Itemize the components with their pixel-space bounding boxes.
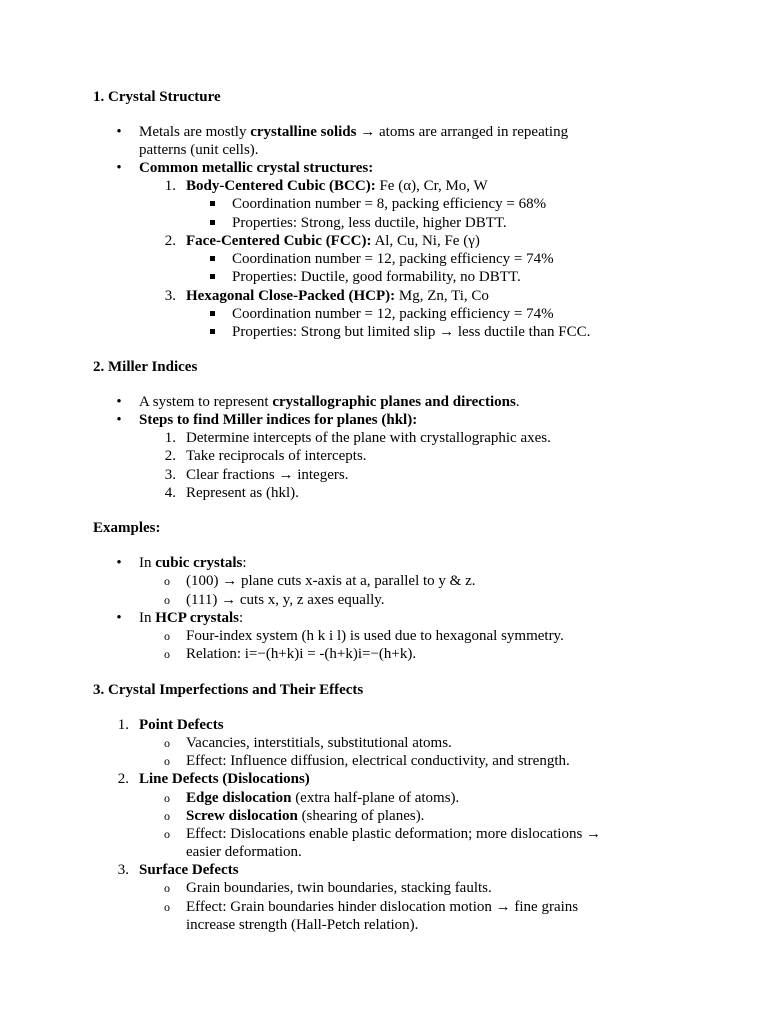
bullet-square: [205, 268, 219, 286]
surface-defects-title: Surface Defects: [139, 862, 239, 878]
structure-bcc: Body-Centered Cubic (BCC): Fe (α), Cr, Mo, W: [186, 178, 488, 194]
bullet-circle: o: [164, 629, 170, 643]
point-sub-1: Vacancies, interstitials, substitutional atoms.: [186, 735, 452, 751]
step-3: Clear fractions → integers.: [186, 467, 349, 483]
fcc-sub-2: Properties: Ductile, good formability, no DBTT.: [232, 269, 521, 285]
cubic-example-1: (100) → plane cuts x-axis at a, parallel to y & z.: [186, 573, 476, 589]
bullet-circle: o: [164, 574, 170, 588]
hcp-sub-2: Properties: Strong but limited slip → less ductile than FCC.: [232, 324, 591, 340]
bullet-disc: •: [116, 610, 122, 626]
bullet-disc: •: [116, 555, 122, 571]
bcc-sub-1: Coordination number = 8, packing efficiency = 68%: [232, 196, 547, 212]
s2-bullet-2: Steps to find Miller indices for planes (hkl):: [139, 412, 418, 428]
bullet-square: [205, 323, 219, 341]
s1-bullet-2: Common metallic crystal structures:: [139, 160, 374, 176]
section-2-heading: 2. Miller Indices: [93, 359, 198, 375]
bullet-circle: o: [164, 881, 170, 895]
list-number: 2.: [117, 771, 129, 787]
hcp-sub-1: Coordination number = 12, packing efficiency = 74%: [232, 306, 554, 322]
list-number: 2.: [164, 448, 176, 464]
list-number: 3.: [117, 862, 129, 878]
step-4: Represent as (hkl).: [186, 485, 299, 501]
bullet-square: [205, 214, 219, 232]
step-1: Determine intercepts of the plane with crystallographic axes.: [186, 430, 551, 446]
bullet-square: [205, 195, 219, 213]
bullet-circle: o: [164, 593, 170, 607]
examples-heading: Examples:: [93, 520, 161, 536]
list-number: 3.: [164, 288, 176, 304]
bullet-circle: o: [164, 809, 170, 823]
point-sub-2: Effect: Influence diffusion, electrical conductivity, and strength.: [186, 753, 570, 769]
bullet-circle: o: [164, 791, 170, 805]
edge-dislocation: Edge dislocation (extra half-plane of atoms).: [186, 790, 460, 806]
bullet-disc: •: [116, 160, 122, 176]
fcc-sub-1: Coordination number = 12, packing efficiency = 74%: [232, 251, 554, 267]
section-1-heading: 1. Crystal Structure: [93, 89, 221, 105]
screw-dislocation: Screw dislocation (shearing of planes).: [186, 808, 425, 824]
structure-hcp: Hexagonal Close-Packed (HCP): Mg, Zn, Ti, Co: [186, 288, 489, 304]
s1-bullet-1-cont: patterns (unit cells).: [139, 142, 259, 158]
bullet-disc: •: [116, 124, 122, 140]
bullet-circle: o: [164, 647, 170, 661]
hcp-example-2: Relation: i=−(h+k)i = -(h+k)i=−(h+k).: [186, 646, 417, 662]
hcp-example-1: Four-index system (h k i l) is used due to hexagonal symmetry.: [186, 628, 564, 644]
examples-hcp: In HCP crystals:: [139, 610, 244, 626]
bullet-circle: o: [164, 736, 170, 750]
line-defects-title: Line Defects (Dislocations): [139, 771, 310, 787]
bullet-disc: •: [116, 412, 122, 428]
point-defects-title: Point Defects: [139, 717, 224, 733]
bullet-disc: •: [116, 394, 122, 410]
cubic-example-2: (111) → cuts x, y, z axes equally.: [186, 592, 385, 608]
list-number: 4.: [164, 485, 176, 501]
surface-sub-1: Grain boundaries, twin boundaries, stacking faults.: [186, 880, 492, 896]
bullet-circle: o: [164, 754, 170, 768]
step-2: Take reciprocals of intercepts.: [186, 448, 367, 464]
section-3-heading: 3. Crystal Imperfections and Their Effects: [93, 682, 364, 698]
bullet-circle: o: [164, 900, 170, 914]
list-number: 1.: [164, 430, 176, 446]
list-number: 3.: [164, 467, 176, 483]
bullet-square: [205, 250, 219, 268]
line-effect-cont: easier deformation.: [186, 844, 302, 860]
bullet-circle: o: [164, 827, 170, 841]
surface-effect-cont: increase strength (Hall-Petch relation).: [186, 917, 419, 933]
line-effect: Effect: Dislocations enable plastic deformation; more dislocations →: [186, 826, 602, 842]
list-number: 1.: [164, 178, 176, 194]
list-number: 2.: [164, 233, 176, 249]
examples-cubic: In cubic crystals:: [139, 555, 247, 571]
structure-fcc: Face-Centered Cubic (FCC): Al, Cu, Ni, Fe (γ): [186, 233, 480, 249]
bcc-sub-2: Properties: Strong, less ductile, higher DBTT.: [232, 215, 507, 231]
s1-bullet-1: Metals are mostly crystalline solids → atoms are arranged in repeating: [139, 124, 569, 140]
s2-bullet-1: A system to represent crystallographic planes and directions.: [139, 394, 520, 410]
surface-effect: Effect: Grain boundaries hinder dislocation motion → fine grains: [186, 899, 579, 915]
list-number: 1.: [117, 717, 129, 733]
bullet-square: [205, 305, 219, 323]
